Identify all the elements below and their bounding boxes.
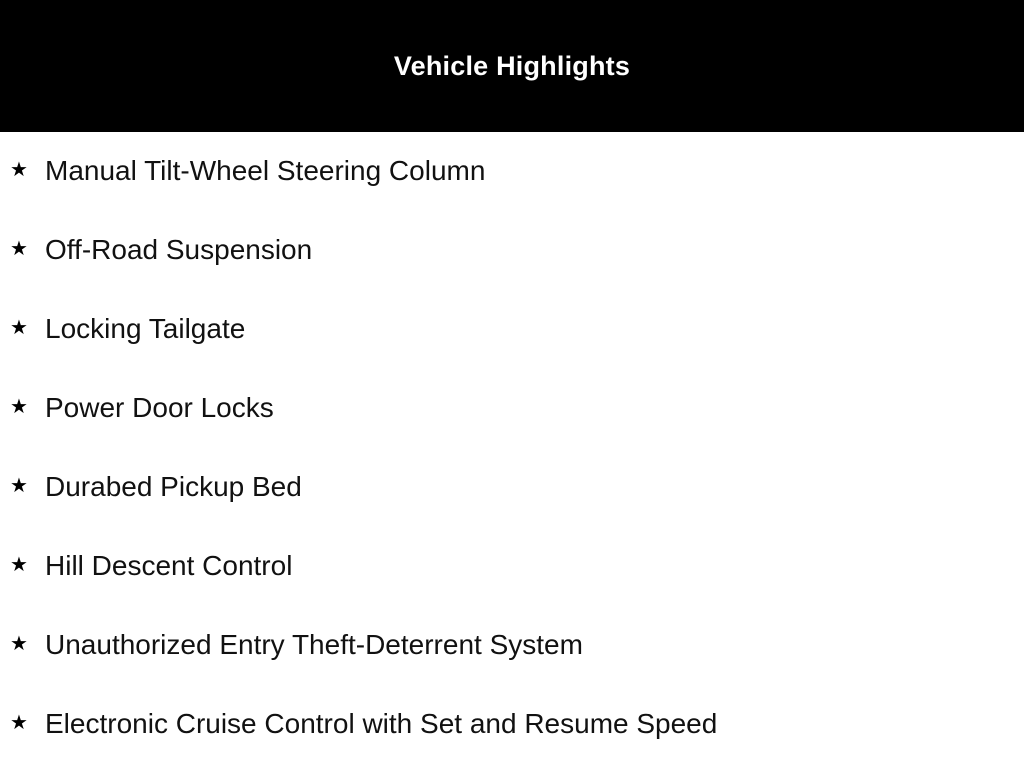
list-item [0, 685, 1024, 764]
list-item [0, 369, 1024, 448]
list-item-label: Power Door Locks [45, 392, 274, 423]
list-item-label: Off-Road Suspension [45, 234, 313, 265]
list-item [0, 211, 1024, 290]
star-icon: ★ [10, 554, 28, 576]
list-item-label: Manual Tilt-Wheel Steering Column [45, 155, 486, 186]
list-item [0, 606, 1024, 685]
star-icon: ★ [10, 317, 28, 339]
list-item-label: Hill Descent Control [45, 550, 293, 581]
star-icon: ★ [10, 475, 28, 497]
page-title: Vehicle Highlights [393, 50, 631, 81]
star-icon: ★ [10, 159, 28, 181]
star-icon: ★ [10, 238, 28, 260]
list-item [0, 527, 1024, 606]
highlights-list [0, 132, 1024, 764]
list-item-label: Locking Tailgate [45, 313, 246, 344]
list-item [0, 132, 1024, 211]
list-item [0, 290, 1024, 369]
star-icon: ★ [10, 633, 28, 655]
list-item [0, 448, 1024, 527]
list-item-label: Unauthorized Entry Theft-Deterrent System [45, 629, 583, 660]
header-bar [0, 0, 1024, 132]
star-icon: ★ [10, 712, 28, 734]
list-item-label: Electronic Cruise Control with Set and Resume Speed [45, 708, 718, 739]
star-icon: ★ [10, 396, 28, 418]
list-item-label: Durabed Pickup Bed [45, 471, 302, 502]
